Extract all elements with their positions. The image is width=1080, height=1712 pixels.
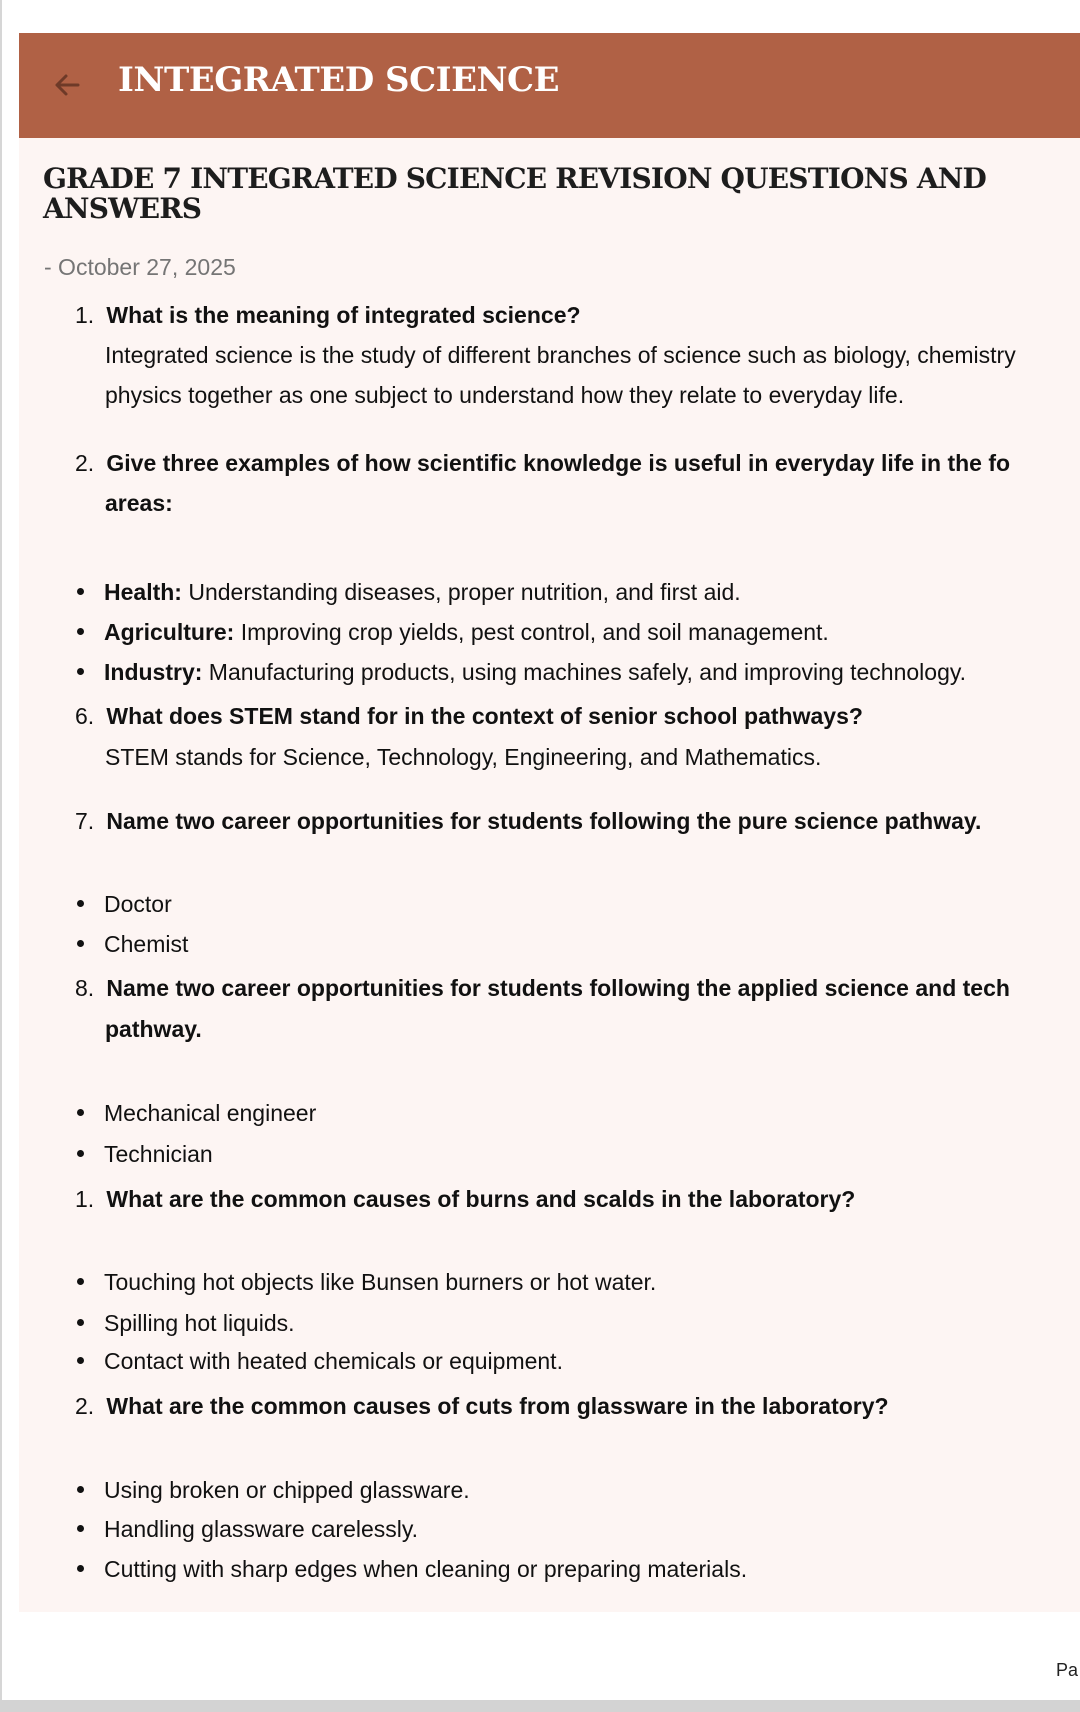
left-edge-divider: [0, 0, 2, 1712]
post-title: GRADE 7 INTEGRATED SCIENCE REVISION QUESTIONS AND ANSWERS: [43, 162, 987, 225]
list-item: Mechanical engineer: [77, 1098, 316, 1128]
bullet-icon: [77, 628, 84, 635]
post-date: - October 27, 2025: [44, 254, 236, 280]
answer-line: physics together as one subject to understand how they relate to everyday life.: [105, 382, 905, 408]
list-item: Health: Understanding diseases, proper nutrition, and first aid.: [77, 577, 741, 607]
bullet-icon: [77, 1525, 84, 1532]
list-item: Spilling hot liquids.: [77, 1308, 295, 1338]
answer-line: Integrated science is the study of different branches of science such as biology, chemistry: [105, 342, 1016, 368]
bullet-icon: [77, 1150, 84, 1157]
question-number: 2.: [75, 450, 95, 476]
question-number: 8.: [75, 975, 95, 1001]
question-text-continued: areas:: [105, 490, 173, 516]
list-item: Agriculture: Improving crop yields, pest control, and soil management.: [77, 617, 829, 647]
question-text-continued: pathway.: [105, 1016, 202, 1042]
list-item: Touching hot objects like Bunsen burners or hot water.: [77, 1267, 656, 1297]
bottom-divider: [0, 1700, 1080, 1712]
bullet-icon: [77, 1278, 84, 1285]
back-button[interactable]: [45, 63, 89, 107]
question-6: [75, 696, 1080, 737]
question-7: [75, 801, 1080, 842]
bullet-icon: [77, 668, 84, 675]
list-item: Doctor: [77, 889, 172, 919]
list-item: Industry: Manufacturing products, using machines safely, and improving technology.: [77, 657, 966, 687]
question-text: What are the common causes of burns and scalds in the laboratory?: [106, 1186, 856, 1212]
question-text: Give three examples of how scientific knowledge is useful in everyday life in the fo: [106, 450, 1011, 476]
bullet-icon: [77, 1565, 84, 1572]
bullet-icon: [77, 1109, 84, 1116]
question-number: 1.: [75, 1186, 95, 1212]
question-number: 7.: [75, 808, 95, 834]
list-item: Handling glassware carelessly.: [77, 1514, 418, 1544]
question-number: 1.: [75, 302, 95, 328]
question-number: 6.: [75, 703, 95, 729]
list-item: Chemist: [77, 929, 188, 959]
question-1: [75, 295, 1080, 336]
question-cuts: [75, 1386, 1080, 1427]
bullet-icon: [77, 940, 84, 947]
question-text: Name two career opportunities for students following the applied science and tech: [106, 975, 1010, 1001]
list-item: Contact with heated chemicals or equipment.: [77, 1346, 563, 1376]
list-item: Technician: [77, 1139, 213, 1169]
question-2: [75, 443, 1080, 484]
pagination-link[interactable]: Pa: [1056, 1660, 1079, 1680]
question-text: Name two career opportunities for students following the pure science pathway.: [106, 808, 982, 834]
bullet-icon: [77, 1319, 84, 1326]
bullet-icon: [77, 1357, 84, 1364]
question-text: What is the meaning of integrated science?: [106, 302, 581, 328]
bullet-icon: [77, 588, 84, 595]
arrow-left-icon: [52, 70, 82, 100]
question-number: 2.: [75, 1393, 95, 1419]
question-burns: [75, 1179, 1080, 1220]
header-title: INTEGRATED SCIENCE: [118, 60, 560, 100]
answer-line: STEM stands for Science, Technology, Engineering, and Mathematics.: [105, 744, 822, 770]
question-8: [75, 968, 1080, 1009]
question-text: What are the common causes of cuts from glassware in the laboratory?: [106, 1393, 889, 1419]
app-header: [19, 33, 1080, 138]
list-item: Cutting with sharp edges when cleaning or preparing materials.: [77, 1554, 747, 1584]
question-text: What does STEM stand for in the context of senior school pathways?: [106, 703, 863, 729]
bullet-icon: [77, 1486, 84, 1493]
post-content: [19, 138, 1080, 1612]
bullet-icon: [77, 900, 84, 907]
list-item: Using broken or chipped glassware.: [77, 1475, 470, 1505]
